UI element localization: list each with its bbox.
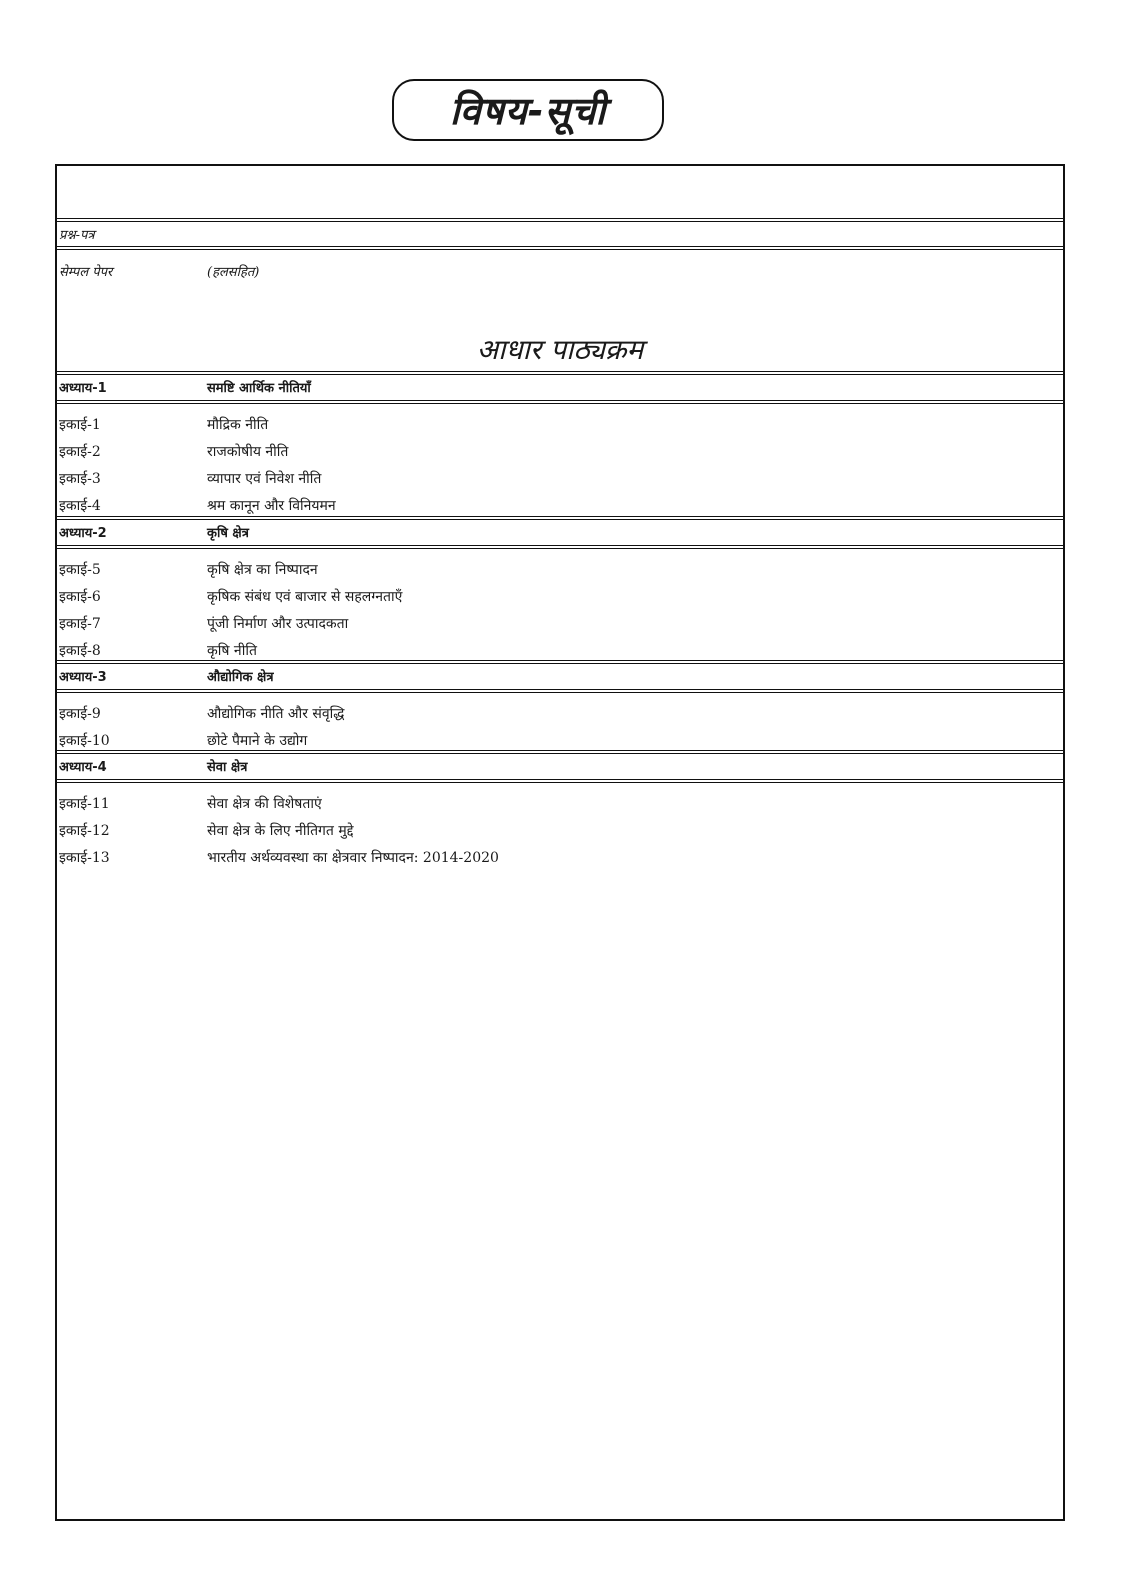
divider bbox=[57, 689, 1063, 693]
title-box bbox=[392, 79, 664, 141]
unit-label: इकाई-5 bbox=[59, 562, 101, 578]
unit-title: व्यापार एवं निवेश नीति bbox=[207, 471, 322, 487]
question-paper-header-row bbox=[57, 223, 1063, 245]
unit-label: इकाई-1 bbox=[59, 417, 101, 433]
divider bbox=[57, 779, 1063, 783]
chapter-label: अध्याय-1 bbox=[59, 381, 107, 396]
unit-label: इकाई-7 bbox=[59, 616, 101, 632]
unit-row bbox=[57, 612, 1063, 634]
unit-label: इकाई-13 bbox=[59, 850, 110, 866]
unit-label: इकाई-10 bbox=[59, 733, 110, 749]
unit-title: राजकोषीय नीति bbox=[207, 444, 289, 460]
unit-title: कृषि क्षेत्र का निष्पादन bbox=[207, 562, 318, 578]
sample-paper-row bbox=[57, 260, 1063, 282]
section-heading: आधार पाठ्यक्रम bbox=[476, 333, 644, 366]
unit-label: इकाई-2 bbox=[59, 444, 101, 460]
unit-title: सेवा क्षेत्र के लिए नीतिगत मुद्दे bbox=[207, 823, 354, 839]
unit-row bbox=[57, 846, 1063, 868]
chapter-row bbox=[57, 521, 1063, 543]
unit-title: श्रम कानून और विनियमन bbox=[207, 498, 336, 514]
unit-title: सेवा क्षेत्र की विशेषताएं bbox=[207, 796, 322, 812]
unit-label: इकाई-8 bbox=[59, 643, 101, 659]
unit-label: इकाई-12 bbox=[59, 823, 110, 839]
unit-row bbox=[57, 467, 1063, 489]
divider bbox=[57, 750, 1063, 754]
divider bbox=[57, 218, 1063, 222]
unit-row bbox=[57, 729, 1063, 751]
chapter-label: अध्याय-4 bbox=[59, 760, 107, 775]
unit-row bbox=[57, 585, 1063, 607]
unit-title: छोटे पैमाने के उद्योग bbox=[207, 733, 308, 749]
divider bbox=[57, 660, 1063, 664]
sample-paper-label: सेम्पल पेपर bbox=[59, 265, 113, 280]
unit-row bbox=[57, 440, 1063, 462]
chapter-row bbox=[57, 376, 1063, 398]
unit-row bbox=[57, 819, 1063, 841]
unit-row bbox=[57, 558, 1063, 580]
divider bbox=[57, 400, 1063, 404]
chapter-title: कृषि क्षेत्र bbox=[207, 526, 249, 541]
unit-label: इकाई-6 bbox=[59, 589, 101, 605]
unit-row bbox=[57, 413, 1063, 435]
unit-row bbox=[57, 494, 1063, 516]
chapter-title: समष्टि आर्थिक नीतियाँ bbox=[207, 381, 311, 396]
unit-title: कृषिक संबंध एवं बाजार से सहलग्नताएँ bbox=[207, 589, 403, 605]
unit-label: इकाई-9 bbox=[59, 706, 101, 722]
unit-title: कृषि नीति bbox=[207, 643, 257, 659]
divider bbox=[57, 371, 1063, 375]
unit-title: भारतीय अर्थव्यवस्था का क्षेत्रवार निष्पादन: 2014-2020 bbox=[207, 850, 499, 866]
unit-row bbox=[57, 792, 1063, 814]
divider bbox=[57, 545, 1063, 549]
unit-row bbox=[57, 639, 1063, 661]
chapter-label: अध्याय-3 bbox=[59, 670, 107, 685]
chapter-row bbox=[57, 665, 1063, 687]
divider bbox=[57, 516, 1063, 520]
page-title: विषय-सूची bbox=[449, 89, 607, 133]
contents-frame bbox=[55, 164, 1065, 1521]
chapter-title: औद्योगिक क्षेत्र bbox=[207, 670, 274, 685]
sample-paper-note: (हलसहित) bbox=[207, 265, 260, 280]
unit-title: औद्योगिक नीति और संवृद्धि bbox=[207, 706, 345, 722]
chapter-title: सेवा क्षेत्र bbox=[207, 760, 248, 775]
unit-row bbox=[57, 702, 1063, 724]
unit-title: मौद्रिक नीति bbox=[207, 417, 269, 433]
unit-label: इकाई-11 bbox=[59, 796, 110, 812]
divider bbox=[57, 246, 1063, 250]
unit-title: पूंजी निर्माण और उत्पादकता bbox=[207, 616, 349, 632]
chapter-row bbox=[57, 755, 1063, 777]
unit-label: इकाई-3 bbox=[59, 471, 101, 487]
chapter-label: अध्याय-2 bbox=[59, 526, 107, 541]
question-paper-header: प्रश्न-पत्र bbox=[59, 228, 95, 243]
unit-label: इकाई-4 bbox=[59, 498, 101, 514]
